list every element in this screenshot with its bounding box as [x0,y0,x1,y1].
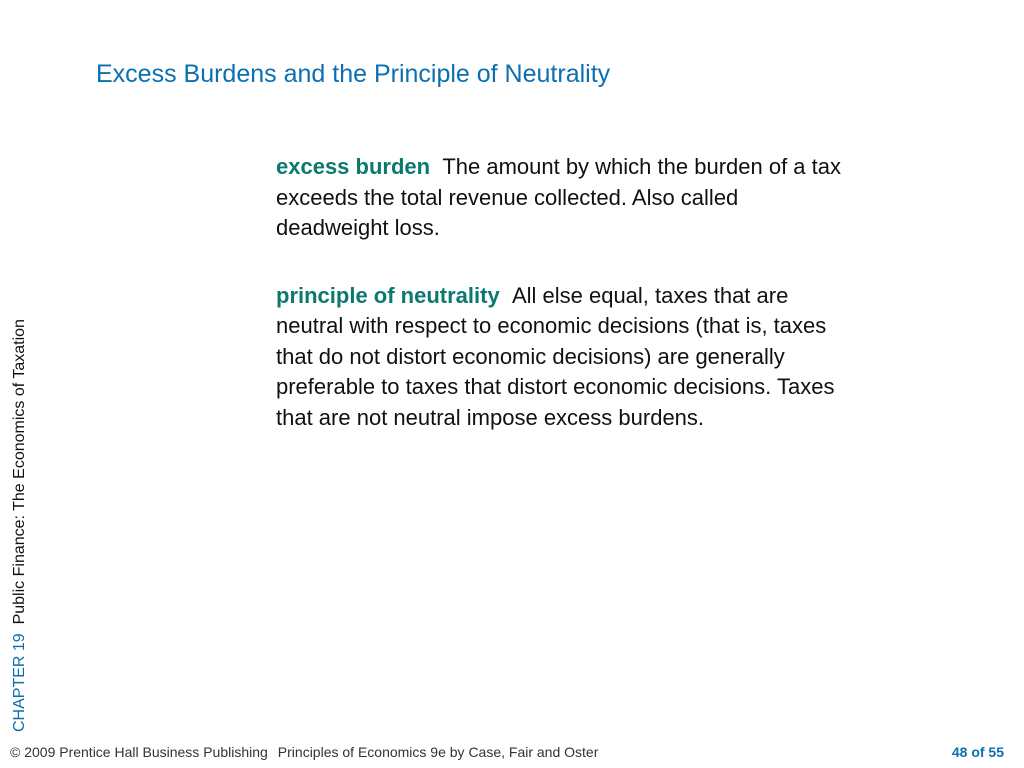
slide-title: Excess Burdens and the Principle of Neutrality [96,60,611,88]
page-number: 48 of 55 [951,744,1004,760]
slide-footer [10,744,1004,760]
definition-term: excess burden [276,154,431,179]
definition-text: The amount by which the burden of a tax exceeds the total revenue collected. Also called deadweight loss. [276,154,841,240]
definition-term: principle of neutrality [276,282,500,308]
chapter-number: CHAPTER 19 [11,633,28,732]
chapter-sidebar-label [10,319,30,732]
definition-text: All else equal, taxes that are neutral with respect to economic decisions (that is, taxes that do not distort economic decisions) are generally preferable to taxes that distort economic decisions. Taxes that are not neutral impose excess burdens. [276,282,835,430]
footer-credits [10,744,1004,760]
definition-excess-burden [276,152,856,244]
chapter-topic: Public Finance: The Economics of Taxation [11,319,28,625]
footer-book-title: Principles of Economics 9e by Case, Fair and Oster [277,744,599,760]
footer-copyright: © 2009 Prentice Hall Business Publishing [10,744,268,760]
definitions-body [276,152,856,470]
definition-principle-of-neutrality [276,281,856,434]
